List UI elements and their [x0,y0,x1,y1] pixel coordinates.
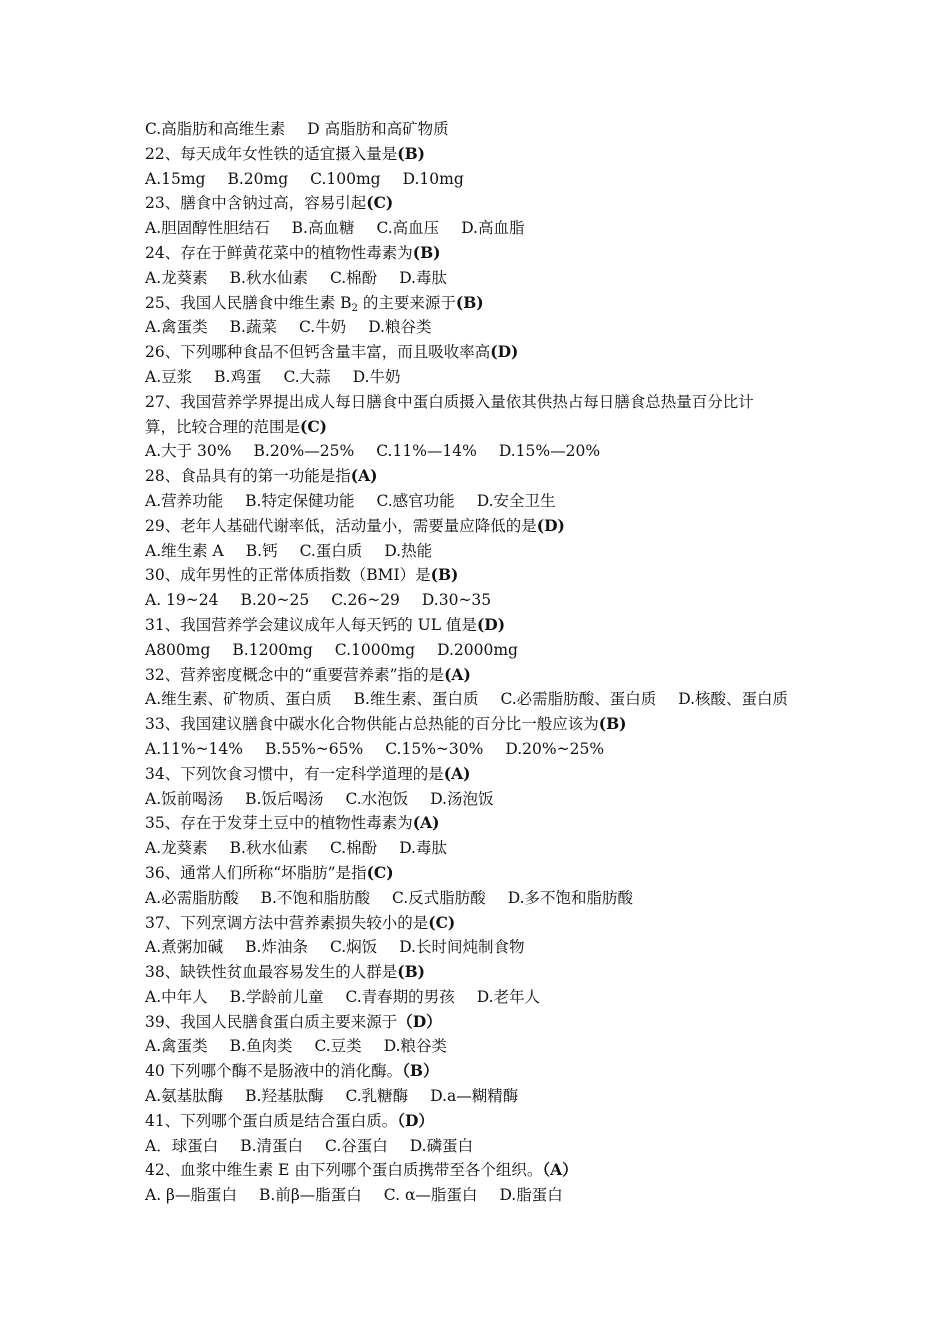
answer-option: C.必需脂肪酸、蛋白质 [500,690,657,709]
question-line [145,613,910,638]
answer-key: （D） [397,1011,442,1031]
answer-option: A.营养功能 [145,491,224,510]
question-line [145,415,910,440]
answer-key: （D） [397,1110,434,1130]
answer-option: D.30~35 [421,591,492,610]
question-line [145,762,910,787]
answer-option: D.2000mg [437,640,518,659]
answer-option: B.钙 [245,541,278,560]
answer-key: (C) [300,416,328,436]
question-line [145,241,910,266]
question-line [145,191,910,216]
answer-key: (A) [444,664,471,684]
options-line [145,737,910,762]
answer-option: C.26~29 [331,591,400,610]
question-line [145,464,910,489]
answer-key: (C) [366,193,394,213]
question-text: 41、下列哪个蛋白质是结合蛋白质。 [145,1111,398,1130]
answer-key: （A） [542,1160,578,1180]
options-line [145,266,910,291]
answer-option: D.粮谷类 [383,1037,447,1056]
question-line [145,1109,910,1134]
options-line [145,687,910,712]
answer-option: A.15mg [145,169,206,188]
answer-option: A．球蛋白 [145,1136,219,1155]
answer-option: B.高血糖 [291,219,355,238]
question-line [145,1158,910,1183]
answer-option: D.脂蛋白 [499,1186,563,1205]
answer-option: C.反式脂肪酸 [391,888,486,907]
answer-option: D.老年人 [476,987,541,1006]
answer-option: D.毒肽 [399,268,447,287]
question-text: 30、成年男性的正常体质指数（BMI）是 [145,566,431,585]
answer-option: B.20~25 [240,591,310,610]
question-text: 28、食品具有的第一功能是指 [145,467,351,486]
answer-option: C.青春期的男孩 [345,987,455,1006]
answer-option: C.100mg [310,169,381,188]
answer-option: D.20%~25% [505,739,605,758]
question-line [145,663,910,688]
answer-option: A.龙葵素 [145,839,208,858]
answer-option: C.大蒜 [283,367,331,386]
question-line [145,1010,910,1035]
options-line [145,985,910,1010]
answer-option: A.维生素、矿物质、蛋白质 [145,690,332,709]
answer-option: A. 19~24 [145,591,219,610]
answer-option: C.焖饭 [329,938,378,957]
question-line [145,911,910,936]
answer-option: D.汤泡饭 [430,789,494,808]
question-line [145,142,910,167]
answer-option: C.11%—14% [376,442,477,461]
answer-option: C.乳糖酶 [345,1087,409,1106]
answer-option: B.20mg [227,169,289,188]
answer-option: A.大于 30% [145,442,232,461]
options-line [145,1183,910,1208]
answer-option: D.粮谷类 [368,318,432,337]
options-line [145,365,910,390]
answer-option: B.秋水仙素 [229,268,308,287]
answer-key: (C) [428,912,456,932]
options-line [145,1034,910,1059]
answer-option: B.20%—25% [253,442,355,461]
answer-option: C.感官功能 [376,491,455,510]
answer-option: D.安全卫生 [476,491,556,510]
options-line [145,439,910,464]
answer-option: C.高脂肪和高维生素 [145,120,286,138]
answer-option: D.15%—20% [498,442,601,461]
answer-key: (B) [397,962,426,982]
answer-option: D.a—糊精酶 [430,1087,519,1106]
options-line [145,935,910,960]
answer-key: (B) [397,143,426,163]
question-text: 25、我国人民膳食中维生素 B [145,293,352,312]
options-line [145,836,910,861]
answer-option: B.饭后喝汤 [245,789,324,808]
answer-option: A800mg [145,640,211,659]
question-line [145,340,910,365]
answer-option: A.中年人 [145,987,208,1006]
options-line [145,1084,910,1109]
answer-option: D.高血脂 [461,219,525,238]
answer-option: C.牛奶 [298,318,347,337]
answer-option: A.11%~14% [145,739,244,758]
answer-key: (D) [476,614,506,634]
answer-option: C.水泡饭 [345,789,409,808]
question-text: 35、存在于发芽土豆中的植物性毒素为 [145,814,413,833]
answer-key: (D) [490,342,519,362]
question-line [145,712,910,737]
options-line [145,787,910,812]
answer-option: B.清蛋白 [240,1136,304,1155]
question-line [145,563,910,588]
question-text: 24、存在于鲜黄花菜中的植物性毒素为 [145,243,413,262]
question-text: 29、老年人基础代谢率低，活动量小，需要量应降低的是 [145,516,537,535]
answer-option: B.55%~65% [265,739,364,758]
question-text: 22、每天成年女性铁的适宜摄入量是 [145,144,398,163]
options-line [145,167,910,192]
answer-option: B.特定保健功能 [245,491,355,510]
answer-option: D.核酸、蛋白质 [678,690,789,709]
answer-option: C.1000mg [334,640,416,659]
options-line [145,638,910,663]
answer-key: (D) [536,515,565,535]
answer-option: A.维生素 A [145,541,224,560]
answer-option: A.氨基肽酶 [145,1087,224,1106]
question-text: 40 下列哪个酶不是肠液中的消化酶。 [145,1062,403,1081]
answer-key: (B) [598,714,627,734]
question-text: 32、营养密度概念中的“重要营养素”指的是 [145,665,445,684]
answer-key: （B） [402,1061,439,1081]
answer-option: C.高血压 [376,219,440,238]
question-text: 34、下列饮食习惯中，有一定科学道理的是 [145,764,444,783]
answer-option: A.龙葵素 [145,268,208,287]
question-text: 33、我国建议膳食中碳水化合物供能占总热能的百分比一般应该为 [145,715,599,734]
options-line [145,886,910,911]
options-line [145,588,910,613]
answer-option: C.棉酚 [329,839,378,858]
answer-option: B.鱼肉类 [229,1037,293,1056]
answer-option: A.豆浆 [145,367,193,386]
answer-option: B.炸油条 [245,938,308,957]
answer-key: (A) [443,763,471,783]
answer-key: (B) [430,565,459,585]
question-line [145,861,910,886]
answer-option: C.豆类 [314,1037,362,1056]
question-text: 31、我国营养学会建议成年人每天钙的 UL 值是 [145,615,477,634]
answer-option: B.蔬菜 [229,318,277,337]
answer-option: C.15%~30% [385,739,484,758]
question-text-after: 的主要来源于 [357,293,456,312]
answer-option: A.胆固醇性胆结石 [145,219,270,238]
answer-key: (C) [366,862,394,882]
answer-option: C.谷蛋白 [325,1136,388,1155]
answer-key: (B) [412,242,441,262]
question-text: 27、我国营养学界提出成人每日膳食中蛋白质摄入量依其供热占每日膳食总热量百分比计 [145,392,754,411]
answer-option: A.禽蛋类 [145,318,208,337]
options-line [145,216,910,241]
answer-key: (A) [350,466,378,486]
answer-option: A.必需脂肪酸 [145,888,239,907]
options-line [145,1134,910,1159]
answer-key: (B) [455,292,484,312]
answer-option: C. α—脂蛋白 [383,1186,478,1205]
answer-option: A.禽蛋类 [145,1037,208,1056]
question-text: 23、膳食中含钠过高，容易引起 [145,194,367,213]
question-text: 37、下列烹调方法中营养素损失较小的是 [145,913,429,932]
subscript: 2 [351,302,358,314]
question-line [145,811,910,836]
answer-option: D.毒肽 [399,839,447,858]
question-line [145,514,910,539]
question-text: 26、下列哪种食品不但钙含量丰富，而且吸收率高 [145,343,491,362]
question-text: 36、通常人们所称“坏脂肪”是指 [145,863,367,882]
question-line [145,390,910,415]
answer-option: D 高脂肪和高矿物质 [307,120,449,138]
options-line [145,489,910,514]
answer-key: (A) [412,813,440,833]
answer-option: C.棉酚 [329,268,378,287]
question-line [145,291,910,316]
answer-option: D.10mg [402,169,464,188]
answer-option: B.秋水仙素 [229,839,308,858]
question-text: 38、缺铁性贫血最容易发生的人群是 [145,963,398,982]
options-line [145,539,910,564]
question-line [145,960,910,985]
answer-option: B.鸡蛋 [214,367,262,386]
answer-option: D.多不饱和脂肪酸 [507,888,634,907]
question-line [145,1059,910,1084]
question-text: 算，比较合理的范围是 [145,417,301,436]
answer-option: D.磷蛋白 [409,1136,474,1155]
answer-option: A. β—脂蛋白 [145,1186,238,1205]
question-text: 39、我国人民膳食蛋白质主要来源于 [145,1012,398,1031]
answer-option: D.牛奶 [352,367,401,386]
answer-option: B.羟基肽酶 [245,1087,324,1106]
answer-option: B.不饱和脂肪酸 [260,888,370,907]
answer-option: A.饭前喝汤 [145,789,224,808]
answer-option: B.1200mg [232,640,313,659]
options-line [145,315,910,340]
answer-option: D.热能 [384,541,433,560]
answer-option: B.学龄前儿童 [229,987,324,1006]
answer-option: B.前β—脂蛋白 [259,1186,362,1205]
question-text: 42、血浆中维生素 E 由下列哪个蛋白质携带至各个组织。 [145,1161,543,1180]
options-line [145,117,910,142]
answer-option: A.煮粥加碱 [145,938,224,957]
answer-option: C.蛋白质 [299,541,363,560]
answer-option: B.维生素、蛋白质 [353,690,479,709]
answer-option: D.长时间炖制食物 [399,938,525,957]
